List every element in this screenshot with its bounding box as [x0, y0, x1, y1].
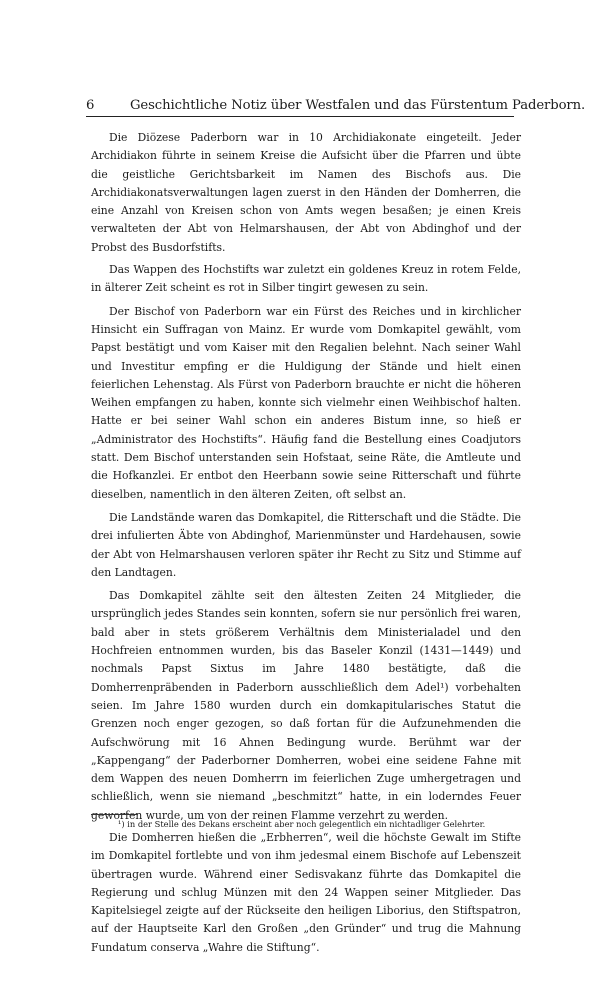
running-header: [86, 97, 586, 117]
paragraph-domherren: Die Domherren hießen die „Erbherren“, weil die höchste Gewalt im Stifte im Domkapitel fortlebte und von ihm jedesmal einem Bischofe auf Lebenszeit übertragen wurde. Während einer Sedisvakanz führte das Domkapitel die Regierung und schlug Münzen mit den 24 Wappen seiner Mitglieder. Das Kapitelsiegel zeigte auf der Rückseite den heiligen Liborius, den Stiftspatron, auf der Hauptseite Karl den Großen „den Gründer“ und trug die Mahnung Fundatum conserva „Wahre die Stiftung“.: [91, 830, 521, 954]
paragraph-bischof: Der Bischof von Paderborn war ein Fürst des Reiches und in kirchlicher Hinsicht ein Suffragan von Mainz. Er wurde vom Domkapitel gewählt, vom Papst bestätigt und vom Kaiser mit den Regalien belehnt. Nach seiner Wahl und Investitur empfing er die Huldigung der Stände und hielt einen feierlichen Lehenstag. Als Fürst von Paderborn brauchte er nicht die höheren Weihen empfangen zu haben, konnte sich vielmehr einen Weihbischof halten. Hatte er bei seiner Wahl schon ein anderes Bistum inne, so hieß er „Administrator des Hochstifts“. Häufig fand die Bestellung eines Coadjutors statt. Dem Bischof unterstanden sein Hofstaat, seine Räte, die Amtleute und die Hofkanzlei. Er entbot den Heerbann sowie seine Ritterschaft und führte dieselben, namentlich in den älteren Zeiten, oft selbst an.: [91, 304, 521, 501]
paragraph-domkapitel: Das Domkapitel zählte seit den ältesten Zeiten 24 Mitglieder, die ursprünglich jedes Standes sein konnten, sofern sie nur persönlich frei waren, bald aber in stets größerem Verhältnis dem Ministerialadel und den Hochfreien entnommen wurden, bis das Baseler Konzil (1431—1449) und nochmals Papst Sixtus im Jahre 1480 bestätigte, daß die Domherrenpräbenden in Paderborn ausschließlich dem Adel¹) vorbehalten seien. Im Jahre 1580 wurden durch ein domkapitularisches Statut die Grenzen noch enger gezogen, so daß fortan für die Aufzunehmenden die Aufschwörung mit 16 Ahnen Bedingung wurde. Berühmt war der „Kappengang“ der Paderborner Domherren, wobei eine seidene Fahne mit dem Wappen des neuen Domherrn im feierlichen Zuge umhergetragen und schließlich, wenn sie niemand „beschmitzt“ hatte, in ein loderndes Feuer geworfen wurde, um von der reinen Flamme verzehrt zu werden.: [91, 589, 521, 822]
paragraph-landstaende: Die Landstände waren das Domkapitel, die Ritterschaft und die Städte. Die drei infulierten Äbte von Abdinghof, Marienmünster und Hardehausen, sowie der Abt von Helmarshausen verloren später ihr Recht zu Sitz und Stimme auf den Landtagen.: [91, 510, 521, 579]
running-title: Geschichtliche Notiz über Westfalen und das Fürstentum Paderborn.: [130, 98, 586, 113]
paragraph-archidiakonate: Die Diözese Paderborn war in 10 Archidiakonate eingeteilt. Jeder Archidiakon führte in seinem Kreise die Aufsicht über die Pfarren und übte die geistliche Gerichtsbarkeit im Namen des Bischofs aus. Die Archidiakonatsverwaltungen lagen zuerst in den Händen der Domherren, die eine Anzahl von Kreisen schon von Amts wegen besaßen; je einen Kreis verwalteten der Abt von Helmarshausen, der Abt von Abdinghof und der Probst des Busdorfstifts.: [91, 131, 521, 254]
footnote-divider: [91, 814, 137, 815]
footnote: ¹) in der Stelle des Dekans erscheint aber noch gelegentlich ein nichtadliger Gelehrter.: [118, 819, 486, 829]
page-number: 6: [86, 98, 95, 113]
paragraph-wappen: Das Wappen des Hochstifts war zuletzt ein goldenes Kreuz in rotem Felde, in älterer Zeit scheint es rot in Silber tingirt gewesen zu sein.: [91, 263, 521, 295]
body-text: [91, 129, 521, 961]
